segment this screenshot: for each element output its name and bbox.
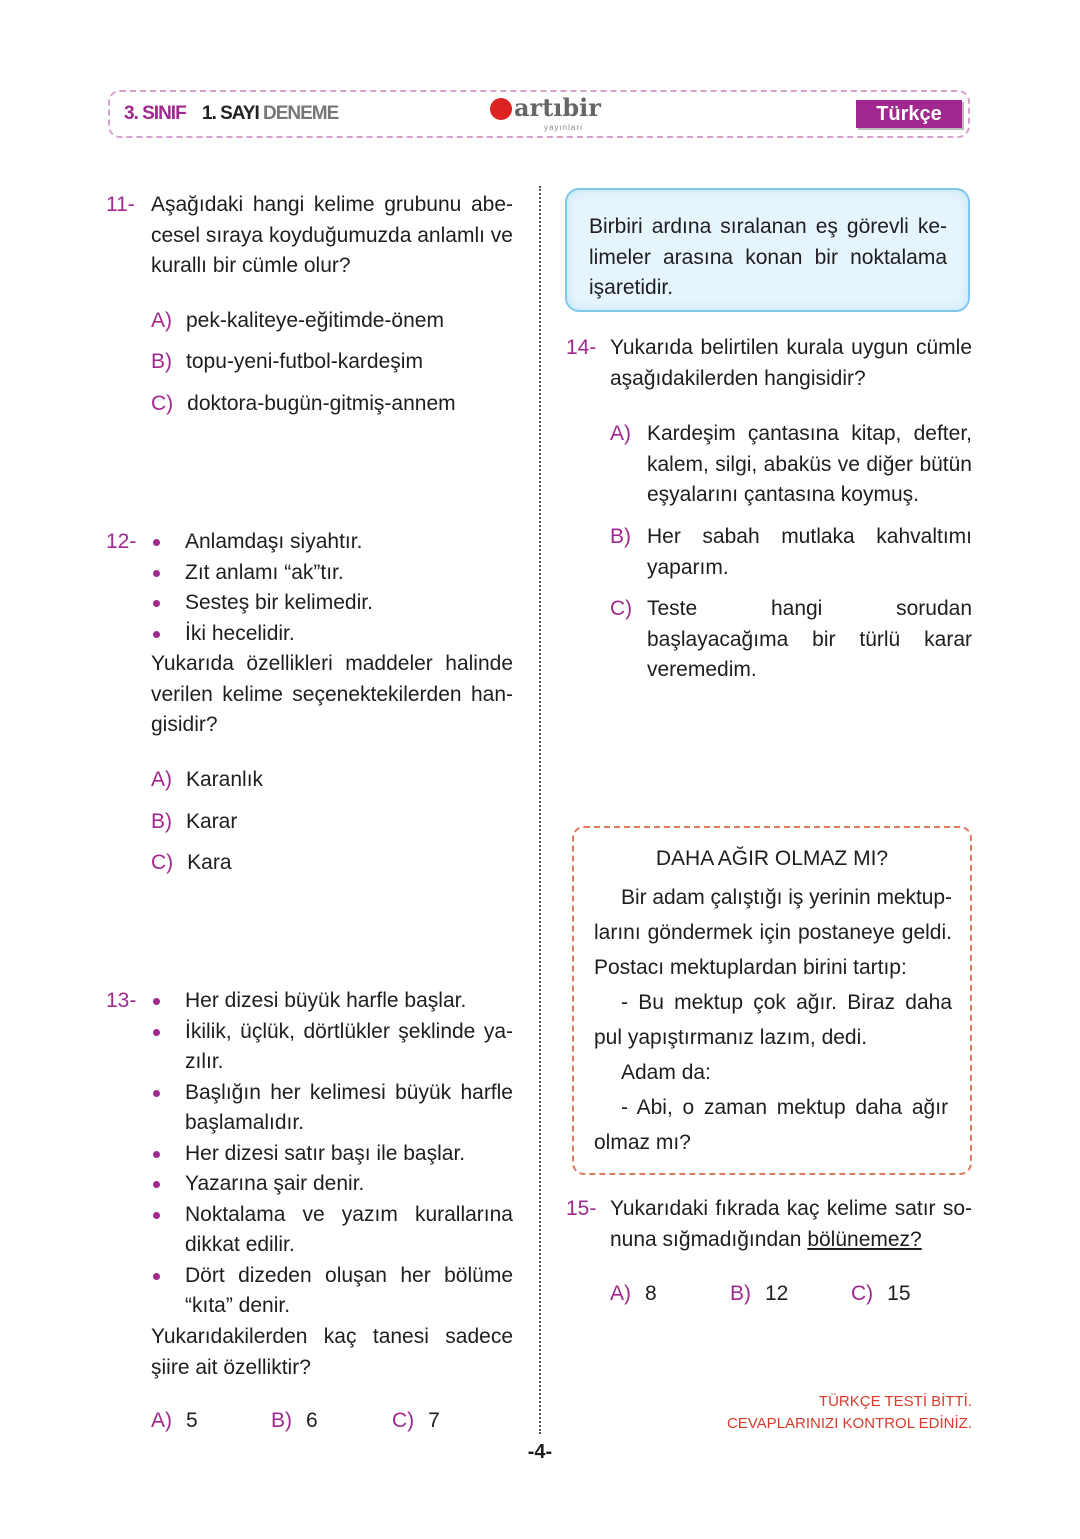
bullet-icon [153,1212,160,1219]
subject-badge: Türkçe [856,100,962,128]
question-12-stem [151,649,513,741]
text-line: Bir adam çalıştığı iş yerinin mektup- [621,886,952,909]
question-number: 14- [566,336,597,359]
text-line: larını göndermek için postaneye geldi. [594,921,952,944]
bullet-icon [153,600,160,607]
text-line: şiire ait özelliktir? [151,1355,311,1379]
option-text: 8 [645,1282,657,1305]
bullet-item [185,986,513,1017]
option-letter: A) [610,422,631,445]
text-line: - Bu mektup çok ağır. Biraz daha [621,991,952,1014]
story-title: DAHA AĞIR OLMAZ MI? [655,847,889,870]
option-text [647,522,972,583]
publisher-logo [490,94,610,134]
text-line: Aşağıdaki hangi kelime grubunu abe- [151,193,513,216]
issue-number: 1. SAYI [202,103,259,124]
option-letter: A) [151,1409,172,1432]
question-number: 11- [106,193,135,216]
bullet-item [185,619,513,650]
option-letter: B) [271,1409,292,1432]
option-text: Karanlık [186,768,264,791]
answer-option[interactable] [151,765,263,796]
text-line: Yazarına şair denir. [185,1172,365,1195]
option-text [647,419,972,511]
answer-option[interactable] [610,594,972,686]
logo-mark-icon [490,98,512,120]
bullet-item [185,527,513,558]
text-line: Noktalama ve yazım kurallarına [185,1202,513,1226]
text-line: Her dizesi büyük harfle başlar. [185,989,467,1012]
option-text: 15 [887,1282,911,1305]
text-line: Kardeşim çantasına kitap, defter, [647,422,972,445]
text-line: başlamalıdır. [185,1111,305,1134]
bullet-item [185,558,513,589]
answer-option[interactable] [610,1279,657,1310]
text-line: Anlamdaşı siyahtır. [185,530,363,553]
question-number: 12- [106,530,137,553]
text-line: Dört dizeden oluşan her bölüme [185,1263,513,1287]
question-12-bullets [185,527,513,649]
text-line: eşyalarını çantasına koymuş. [647,483,919,506]
text-line: Zıt anlamı “ak”tır. [185,560,344,584]
rule-info-box [565,188,970,312]
answer-option[interactable] [851,1279,911,1310]
bullet-icon [153,1181,160,1188]
question-11-stem [151,190,513,282]
option-text: 12 [765,1282,789,1305]
bullet-item [185,1261,513,1322]
bullet-item [185,588,513,619]
bullet-icon [153,1090,160,1097]
option-letter: A) [151,768,172,791]
option-text: 5 [186,1409,198,1432]
bullet-item [185,1017,513,1078]
text-line: Yukarıda özellikleri maddeler halinde [151,652,513,675]
question-number: 13- [106,989,137,1012]
bullet-icon [153,539,160,546]
bullet-icon [153,1273,160,1280]
text-line: kurallı bir cümle olur? [151,254,351,277]
text-line: gisidir? [151,713,218,736]
bullet-icon [153,998,160,1005]
answer-option[interactable] [151,389,456,420]
answer-option[interactable] [151,1406,198,1437]
answer-option[interactable] [151,306,444,337]
bullet-icon [153,570,160,577]
stem-text: nuna sığmadığından [610,1227,802,1251]
option-letter: B) [151,350,172,373]
text-line: Birbiri ardına sıralanan eş görevli ke- [589,215,947,238]
bullet-icon [153,631,160,638]
text-line: yaparım. [647,555,729,579]
text-line: zılır. [185,1050,224,1073]
logo-subtext: yayınları [544,123,584,132]
test-end-instruction: CEVAPLARINIZI KONTROL EDİNİZ. [726,1415,972,1432]
text-line: pul yapıştırmanız lazım, dedi. [594,1026,868,1049]
option-letter: C) [851,1282,874,1305]
answer-option[interactable] [151,347,423,378]
stem-line: Yukarıdaki fıkrada kaç kelime satır so- [610,1197,972,1220]
text-line: Her dizesi satır başı ile başlar. [185,1141,466,1165]
text-line: olmaz mı? [594,1131,691,1154]
text-line: kalem, silgi, abaküs ve diğer bütün [647,452,972,476]
option-text [647,594,972,686]
text-line: Postacı mektuplardan birini tartıp: [594,956,907,979]
text-line: aşağıdakilerden hangisidir? [610,366,866,390]
answer-option[interactable] [271,1406,318,1437]
text-line: Sesteş bir kelimedir. [185,591,373,614]
answer-option[interactable] [610,419,972,511]
story-paragraph [594,1090,952,1160]
page-number: -4- [527,1441,553,1463]
text-line: limeler arasına konan bir noktalama [589,245,947,269]
option-letter: B) [610,525,631,548]
question-13-stem [151,1322,513,1383]
text-line: dikkat edilir. [185,1233,295,1256]
text-line: İki hecelidir. [185,621,295,645]
text-line: cesel sıraya koyduğumuzda anlamlı ve [151,223,513,247]
answer-option[interactable] [151,807,237,838]
text-line: İkilik, üçlük, dörtlükler şeklinde ya- [185,1019,513,1043]
text-line: Her sabah mutlaka kahvaltımı [647,525,972,548]
story-text [594,880,952,1160]
text-line: Başlığın her kelimesi büyük harfle [185,1080,513,1104]
bullet-item [185,1169,513,1200]
bullet-icon [153,1151,160,1158]
option-letter: C) [151,851,174,874]
option-text: pek-kaliteye-eğitimde-önem [186,309,444,332]
option-text: topu-yeni-futbol-kardeşim [186,350,423,373]
test-end-note: TÜRKÇE TESTİ BİTTİ. [818,1393,972,1410]
text-line: veremedim. [647,658,757,681]
text-line: işaretidir. [589,276,674,299]
answer-option[interactable] [151,848,232,879]
answer-option[interactable] [730,1279,788,1310]
text-line: Yukarıda belirtilen kurala uygun cümle [610,336,972,359]
stem-line [610,1225,972,1256]
exam-label: DENEME [263,103,339,124]
logo-text: artıbir [514,93,601,122]
text-line: başlayacağıma bir türlü karar [647,627,972,651]
bullet-item [185,1078,513,1139]
page-header [108,90,970,138]
option-letter: B) [730,1282,751,1305]
story-paragraph [594,985,952,1055]
grade-label: 3. SINIF [124,103,186,124]
option-text: 6 [306,1409,318,1432]
story-paragraph [594,1055,952,1090]
question-15-stem [610,1194,972,1255]
text-line: Teste hangi sorudan [647,597,972,620]
issue-label [202,103,338,125]
option-letter: C) [610,597,633,620]
question-14-stem [610,333,972,394]
column-divider [539,186,541,1434]
option-text: Kara [187,851,232,874]
text-line: Adam da: [621,1061,711,1084]
option-letter: C) [392,1409,415,1432]
bullet-item [185,1200,513,1261]
answer-option[interactable] [610,522,972,583]
text-line: “kıta” denir. [185,1294,291,1317]
text-line: verilen kelime seçenektekilerden han- [151,682,513,706]
text-line: Yukarıdakilerden kaç tanesi sadece [151,1325,513,1348]
option-letter: B) [151,810,172,833]
option-text: Karar [186,810,238,833]
option-letter: A) [610,1282,631,1305]
option-letter: A) [151,309,172,332]
question-number: 15- [566,1197,597,1220]
text-line: - Abi, o zaman mektup daha ağır [621,1096,949,1119]
option-text: doktora-bugün-gitmiş-annem [187,392,456,415]
bullet-item [185,1139,513,1170]
question-13-bullets [185,986,513,1322]
option-text: 7 [428,1409,440,1432]
option-letter: C) [151,392,174,415]
rule-text [589,212,947,304]
bullet-icon [153,1029,160,1036]
answer-option[interactable] [392,1406,440,1437]
story-box [572,826,972,1175]
story-paragraph [594,880,952,985]
underlined-word: bölünemez? [807,1227,922,1251]
